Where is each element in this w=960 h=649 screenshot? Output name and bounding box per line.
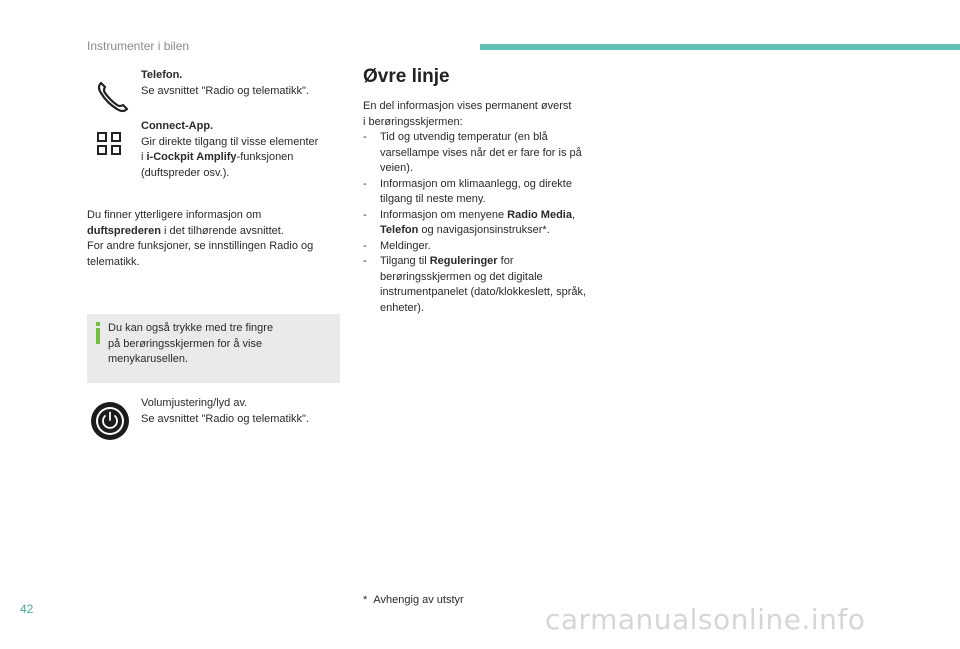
section-title: Øvre linje <box>363 66 450 87</box>
header-accent-bar <box>480 44 960 50</box>
phone-icon <box>88 71 132 115</box>
volume-item-line-2: Se avsnittet "Radio og telematikk". <box>141 412 310 425</box>
list-item: - Meldinger. <box>363 239 431 252</box>
connect-app-item-line-3: (duftspreder osv.). <box>141 166 230 179</box>
right-intro: En del informasjon vises permanent øverst i berøringsskjermen: <box>363 100 572 128</box>
volume-item-line-1: Volumjustering/lyd av. <box>141 397 248 409</box>
footnote: * Avhengig av utstyr <box>363 594 464 606</box>
power-volume-icon <box>88 399 132 443</box>
apps-grid-icon <box>88 124 132 168</box>
info-icon <box>96 322 100 344</box>
phone-item-title: Telefon. <box>141 69 183 81</box>
phone-item-line: Se avsnittet "Radio og telematikk". <box>141 84 310 97</box>
page-number: 42 <box>20 602 34 616</box>
connect-app-item-line-2: i i-Cockpit Amplify-funksjonen <box>141 151 294 163</box>
section-header-title: Instrumenter i bilen <box>87 39 190 53</box>
connect-app-item-line: Gir direkte tilgang til visse elementer <box>141 135 319 148</box>
list-item: - Tilgang til Reguleringer for berøringsskjermen og det digitale instrumentpanelet (dato/klokkeslett, språk, enheter). <box>363 255 587 314</box>
phone-item-text <box>141 68 346 99</box>
watermark[interactable]: carmanualsonline.info <box>545 603 866 636</box>
volume-item-text <box>141 396 346 427</box>
scent-diffuser-paragraph: Du finner ytterligere informasjon om duftsprederen i det tilhørende avsnittet. For andre funksjoner, se innstillingen Radio og telematikk. <box>87 209 314 268</box>
connect-app-item-title: Connect-App. <box>141 120 214 132</box>
connect-app-item-text <box>141 119 346 181</box>
top-line-bullet-list <box>363 130 613 316</box>
list-item: - Informasjon om menyene Radio Media, Telefon og navigasjonsinstrukser*. <box>363 208 576 236</box>
list-item: - Informasjon om klimaanlegg, og direkte tilgang til neste meny. <box>363 177 572 205</box>
list-item: - Tid og utvendig temperatur (en blå varsellampe vises når det er fare for is på veien). <box>363 131 582 174</box>
info-note-box <box>87 314 340 383</box>
info-note-text: Du kan også trykke med tre fingre på berøringsskjermen for å vise menykarusellen. <box>108 322 274 365</box>
